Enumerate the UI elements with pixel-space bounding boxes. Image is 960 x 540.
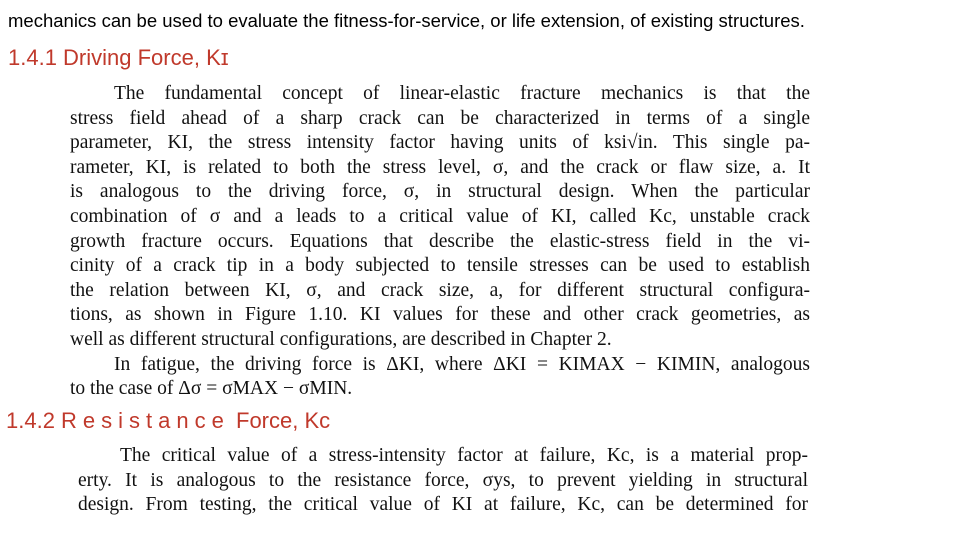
heading-spaced-word: Resistance (61, 408, 230, 433)
section1-line: well as different structural configurations, are described in Chapter 2. (70, 328, 612, 350)
section1-line: parameter, KI, the stress intensity factor having units of ksi√in. This single pa- (70, 132, 810, 154)
heading-rest: Force, Kc (229, 408, 331, 433)
section1-line: is analogous to the driving force, σ, in structural design. When the particular (70, 181, 810, 203)
section2-line: The critical value of a stress-intensity factor at failure, Kc, is a material prop- (120, 445, 808, 466)
section1-line: stress field ahead of a sharp crack can be characterized in terms of a single (70, 107, 810, 129)
section-heading-driving-force: 1.4.1 Driving Force, Kɪ (8, 45, 229, 70)
section-heading-resistance-force (6, 408, 330, 434)
section1-line: combination of σ and a leads to a critical value of KI, called Kc, unstable crack (70, 205, 810, 227)
section2-line: design. From testing, the critical value of KI at failure, Kc, can be determined for (78, 494, 808, 516)
section1-line: The fundamental concept of linear-elastic fracture mechanics is that the (114, 83, 810, 104)
section1-line: to the case of Δσ = σMAX − σMIN. (70, 378, 353, 400)
section2-line: erty. It is analogous to the resistance force, σys, to prevent yielding in structural (78, 469, 808, 491)
section1-line: tions, as shown in Figure 1.10. KI values for these and other crack geometries, as (70, 304, 810, 326)
section1-body (70, 82, 810, 402)
section1-line: cinity of a crack tip in a body subjected to tensile stresses can be used to establish (70, 255, 810, 277)
heading-number: 1.4.2 (6, 408, 62, 433)
section2-body (78, 444, 808, 518)
section1-line: In fatigue, the driving force is ΔKI, where ΔKI = KIMAX − KIMIN, analogous (114, 353, 810, 375)
intro-text: mechanics can be used to evaluate the fitness-for-service, or life extension, of existing structures. (8, 10, 805, 31)
section1-line: growth fracture occurs. Equations that describe the elastic-stress field in the vi- (70, 230, 810, 252)
section1-line: rameter, KI, is related to both the stress level, σ, and the crack or flaw size, a. It (70, 156, 810, 178)
section1-line: the relation between KI, σ, and crack size, a, for different structural configura- (70, 279, 810, 301)
